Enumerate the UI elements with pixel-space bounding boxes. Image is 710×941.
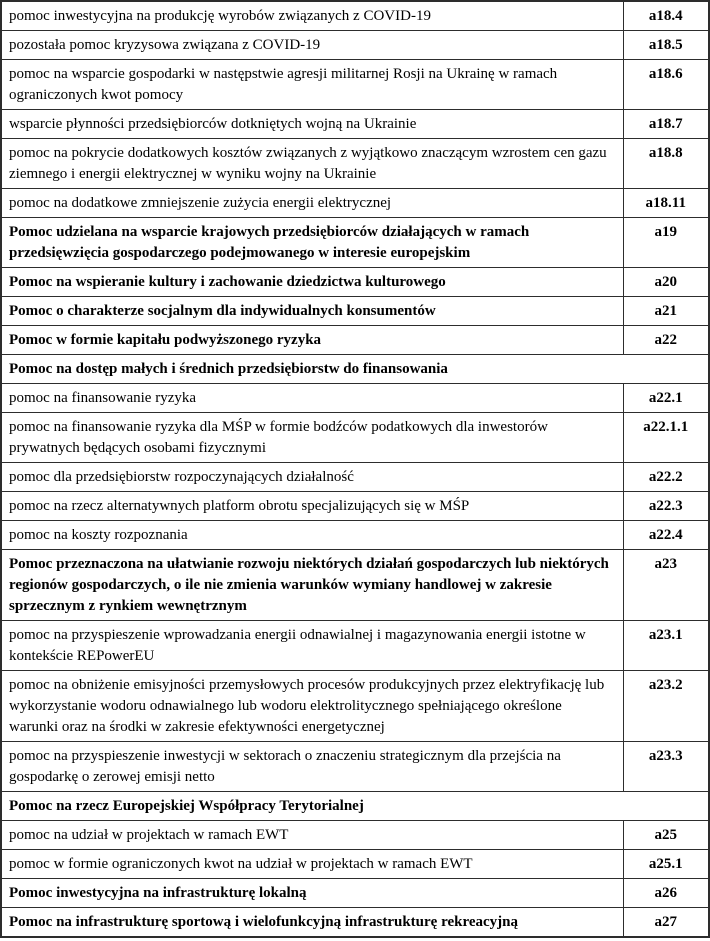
aid-description-cell: Pomoc w formie kapitału podwyższonego ryzyka: [1, 326, 623, 355]
table-row: [1, 139, 709, 189]
aid-description-cell: Pomoc udzielana na wsparcie krajowych przedsiębiorców działających w ramach przedsięwzięcia gospodarczego podejmowanego w interesie europejskim: [1, 218, 623, 268]
aid-code-cell: a23.1: [623, 621, 709, 671]
aid-description-cell: Pomoc inwestycyjna na infrastrukturę lokalną: [1, 879, 623, 908]
aid-description-cell: Pomoc na infrastrukturę sportową i wielofunkcyjną infrastrukturę rekreacyjną: [1, 908, 623, 938]
table-row: [1, 463, 709, 492]
table-row: [1, 297, 709, 326]
aid-description-cell: pomoc na udział w projektach w ramach EWT: [1, 821, 623, 850]
aid-categories-table-body: [1, 1, 709, 937]
aid-code-cell: a25.1: [623, 850, 709, 879]
aid-description-cell: pomoc na finansowanie ryzyka dla MŚP w formie bodźców podatkowych dla inwestorów prywatnych będących osobami fizycznymi: [1, 413, 623, 463]
aid-description-cell: pomoc na przyspieszenie wprowadzania energii odnawialnej i magazynowania energii istotne w kontekście REPowerEU: [1, 621, 623, 671]
aid-description-cell: pomoc na obniżenie emisyjności przemysłowych procesów produkcyjnych przez elektryfikację lub wykorzystanie wodoru odnawialnego lub wodoru elektrolitycznego spełniającego określone warunki oraz na środki w zakresie efektywności energetycznej: [1, 671, 623, 742]
aid-description-cell: pozostała pomoc kryzysowa związana z COVID-19: [1, 31, 623, 60]
aid-description-cell: pomoc na dodatkowe zmniejszenie zużycia energii elektrycznej: [1, 189, 623, 218]
table-row: [1, 218, 709, 268]
table-row: [1, 1, 709, 31]
table-row: [1, 792, 709, 821]
aid-description-cell: Pomoc o charakterze socjalnym dla indywidualnych konsumentów: [1, 297, 623, 326]
aid-code-cell: a23.3: [623, 742, 709, 792]
table-row: [1, 821, 709, 850]
aid-code-cell: a22.1: [623, 384, 709, 413]
aid-code-cell: a22.3: [623, 492, 709, 521]
table-row: [1, 492, 709, 521]
table-row: [1, 110, 709, 139]
aid-description-cell: Pomoc na rzecz Europejskiej Współpracy Terytorialnej: [1, 792, 709, 821]
aid-code-cell: a18.7: [623, 110, 709, 139]
table-row: [1, 742, 709, 792]
table-row: [1, 268, 709, 297]
aid-code-cell: a21: [623, 297, 709, 326]
table-row: [1, 31, 709, 60]
aid-description-cell: pomoc w formie ograniczonych kwot na udział w projektach w ramach EWT: [1, 850, 623, 879]
table-row: [1, 189, 709, 218]
table-row: [1, 908, 709, 938]
aid-description-cell: pomoc na pokrycie dodatkowych kosztów związanych z wyjątkowo znaczącym wzrostem cen gazu ziemnego i energii elektrycznej w wyniku wojny na Ukrainie: [1, 139, 623, 189]
aid-code-cell: a18.8: [623, 139, 709, 189]
aid-code-cell: a18.5: [623, 31, 709, 60]
aid-code-cell: a18.11: [623, 189, 709, 218]
aid-description-cell: pomoc inwestycyjna na produkcję wyrobów związanych z COVID-19: [1, 1, 623, 31]
aid-description-cell: Pomoc przeznaczona na ułatwianie rozwoju niektórych działań gospodarczych lub niektórych regionów gospodarczych, o ile nie zmienia warunków wymiany handlowej w zakresie sprzecznym z rynkiem wewnętrznym: [1, 550, 623, 621]
aid-code-cell: a27: [623, 908, 709, 938]
aid-code-cell: a26: [623, 879, 709, 908]
table-row: [1, 60, 709, 110]
aid-description-cell: pomoc na finansowanie ryzyka: [1, 384, 623, 413]
aid-description-cell: pomoc na rzecz alternatywnych platform obrotu specjalizujących się w MŚP: [1, 492, 623, 521]
table-row: [1, 521, 709, 550]
aid-code-cell: a22.1.1: [623, 413, 709, 463]
aid-description-cell: pomoc na wsparcie gospodarki w następstwie agresji militarnej Rosji na Ukrainę w ramach ograniczonych kwot pomocy: [1, 60, 623, 110]
aid-description-cell: pomoc na przyspieszenie inwestycji w sektorach o znaczeniu strategicznym dla przejścia na gospodarkę o zerowej emisji netto: [1, 742, 623, 792]
aid-code-cell: a18.4: [623, 1, 709, 31]
aid-description-cell: Pomoc na wspieranie kultury i zachowanie dziedzictwa kulturowego: [1, 268, 623, 297]
table-row: [1, 671, 709, 742]
aid-description-cell: pomoc na koszty rozpoznania: [1, 521, 623, 550]
aid-code-cell: a25: [623, 821, 709, 850]
aid-code-cell: a23.2: [623, 671, 709, 742]
aid-code-cell: a22: [623, 326, 709, 355]
aid-code-cell: a23: [623, 550, 709, 621]
aid-code-cell: a20: [623, 268, 709, 297]
aid-code-cell: a19: [623, 218, 709, 268]
table-row: [1, 621, 709, 671]
aid-code-cell: a18.6: [623, 60, 709, 110]
aid-description-cell: wsparcie płynności przedsiębiorców dotkniętych wojną na Ukrainie: [1, 110, 623, 139]
table-row: [1, 384, 709, 413]
aid-code-cell: a22.2: [623, 463, 709, 492]
aid-description-cell: pomoc dla przedsiębiorstw rozpoczynających działalność: [1, 463, 623, 492]
aid-description-cell: Pomoc na dostęp małych i średnich przedsiębiorstw do finansowania: [1, 355, 709, 384]
table-row: [1, 355, 709, 384]
table-row: [1, 413, 709, 463]
table-row: [1, 326, 709, 355]
table-row: [1, 879, 709, 908]
table-row: [1, 550, 709, 621]
table-row: [1, 850, 709, 879]
aid-code-cell: a22.4: [623, 521, 709, 550]
